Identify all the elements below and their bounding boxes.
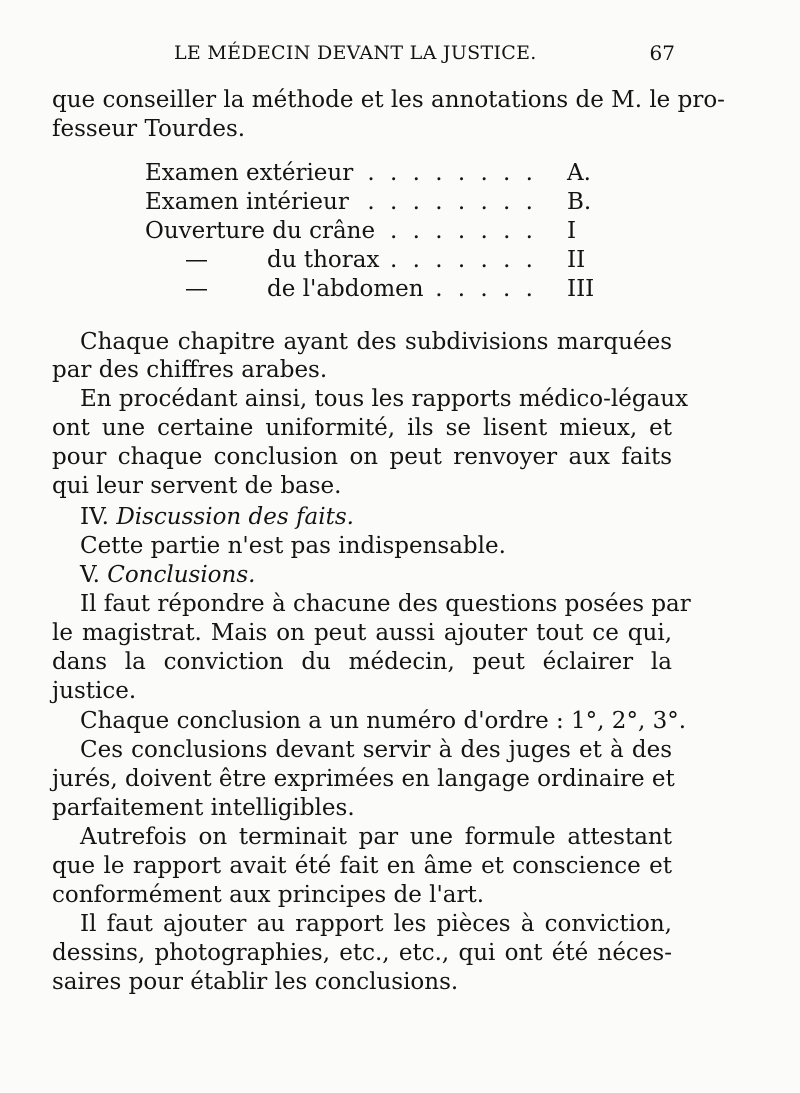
section-title: Discussion des faits.	[116, 504, 354, 530]
intro-line: que conseiller la méthode et les annotations de M. le pro-	[52, 87, 725, 113]
conclusion-line: Il faut ajouter au rapport les pièces à conviction,	[80, 911, 672, 937]
conclusion-line: parfaitement intelligibles.	[52, 795, 355, 821]
conclusion-line: saires pour établir les conclusions.	[52, 969, 459, 995]
outline-label: de l'abdomen	[267, 276, 424, 302]
outline-label: Examen extérieur	[145, 160, 354, 186]
section-title: Conclusions.	[107, 562, 256, 588]
conclusion-line: justice.	[52, 678, 137, 704]
conclusion-line: conformément aux principes de l'art.	[52, 882, 485, 908]
outline-dots: . . . . .	[435, 276, 537, 302]
section-number: IV.	[80, 504, 109, 530]
outline-mark: III	[567, 276, 595, 302]
body-line: par des chiffres arabes.	[52, 357, 328, 383]
outline-mark: II	[567, 247, 586, 273]
outline-label: Ouverture du crâne	[145, 218, 376, 244]
intro-line: fesseur Tourdes.	[52, 116, 246, 142]
conclusion-line: Il faut répondre à chacune des questions posées par	[80, 591, 691, 617]
outline-dots: . . . . . . . .	[367, 189, 537, 215]
outline-row	[145, 274, 595, 304]
page-header	[160, 42, 685, 72]
outline-mark: B.	[567, 189, 592, 215]
body-line: qui leur servent de base.	[52, 473, 342, 499]
outline-dots: . . . . . . .	[389, 247, 537, 273]
outline-row	[145, 187, 595, 217]
outline-label: du thorax	[267, 247, 380, 273]
outline-row	[145, 245, 595, 275]
running-title: LE MÉDECIN DEVANT LA JUSTICE.	[174, 42, 537, 64]
conclusion-line: que le rapport avait été fait en âme et conscience et	[52, 853, 672, 879]
outline-row	[145, 158, 595, 188]
outline-mark: A.	[567, 160, 591, 186]
conclusion-line: Autrefois on terminait par une formule attestant	[80, 824, 672, 850]
outline-dash: —	[185, 276, 208, 302]
outline-row	[145, 216, 595, 246]
section-number: V.	[80, 562, 100, 588]
conclusion-line: jurés, doivent être exprimées en langage ordinaire et	[52, 766, 675, 792]
outline-dots: . . . . . . .	[389, 218, 537, 244]
conclusion-line: dans la conviction du médecin, peut éclairer la	[52, 649, 672, 675]
section-text: Cette partie n'est pas indispensable.	[80, 533, 506, 559]
section-heading-iv	[80, 502, 672, 532]
conclusion-line: Ces conclusions devant servir à des juges et à des	[80, 737, 672, 763]
body-line: ont une certaine uniformité, ils se lisent mieux, et	[52, 415, 672, 441]
page-number: 67	[649, 41, 675, 65]
outline-dots: . . . . . . . .	[367, 160, 537, 186]
section-heading-v	[80, 560, 672, 590]
conclusion-line: Chaque conclusion a un numéro d'ordre : 1°, 2°, 3°.	[80, 708, 687, 734]
body-line: pour chaque conclusion on peut renvoyer aux faits	[52, 444, 672, 470]
body-line: En procédant ainsi, tous les rapports médico-légaux	[80, 386, 689, 412]
body-line: Chaque chapitre ayant des subdivisions marquées	[80, 329, 672, 355]
conclusion-line: dessins, photographies, etc., etc., qui ont été néces-	[52, 940, 672, 966]
conclusion-line: le magistrat. Mais on peut aussi ajouter tout ce qui,	[52, 620, 672, 646]
outline-dash: —	[185, 247, 208, 273]
outline-mark: I	[567, 218, 577, 244]
outline-label: Examen intérieur	[145, 189, 349, 215]
